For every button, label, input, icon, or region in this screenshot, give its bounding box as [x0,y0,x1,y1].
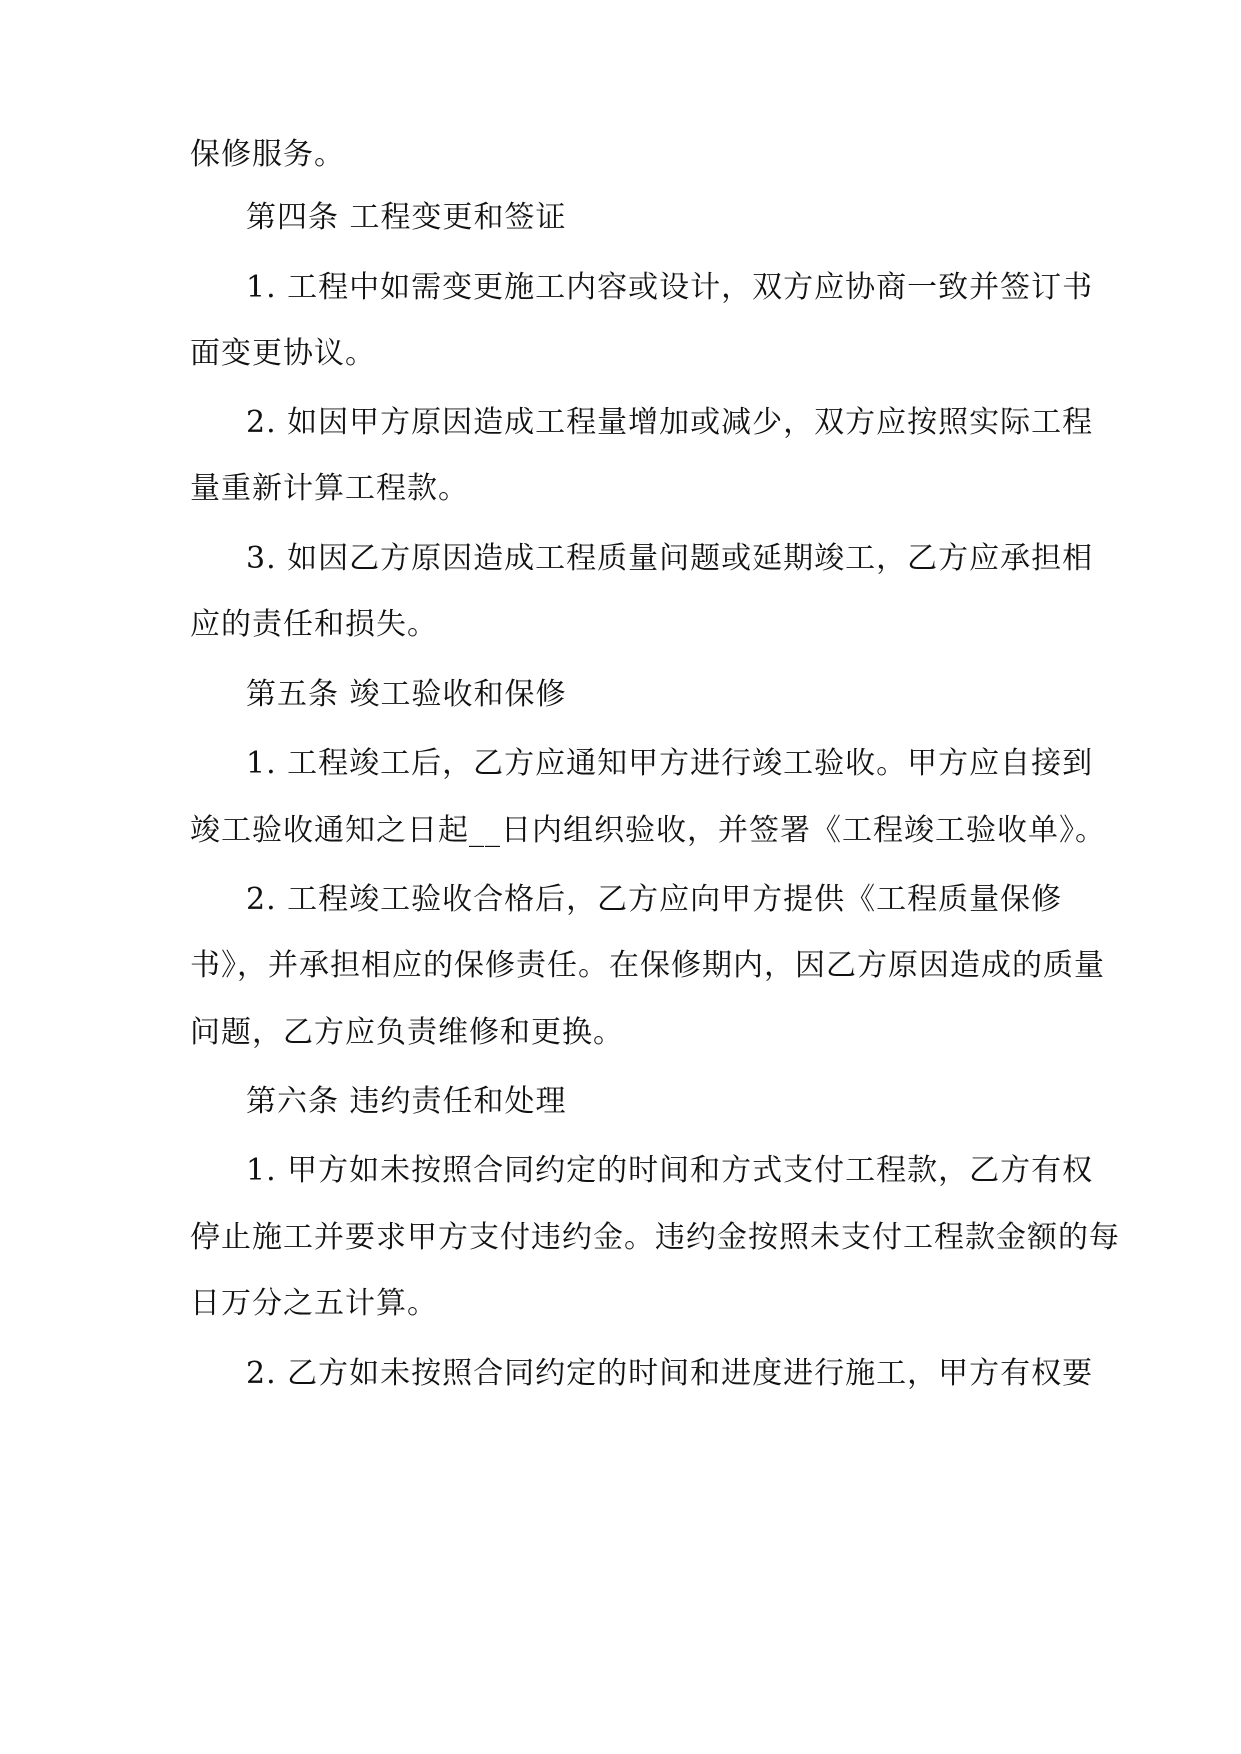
paragraph-line: 日万分之五计算。 [190,1286,438,1321]
paragraph-line: 竣工验收通知之日起__日内组织验收，并签署《工程竣工验收单》。 [190,813,1106,848]
paragraph-line: 应的责任和损失。 [190,607,438,642]
paragraph-line: 量重新计算工程款。 [190,471,469,506]
paragraph-line: 1. 工程中如需变更施工内容或设计，双方应协商一致并签订书 [246,270,1094,305]
paragraph-line: 保修服务。 [190,137,345,172]
paragraph-line: 停止施工并要求甲方支付违约金。违约金按照未支付工程款金额的每 [190,1220,1120,1255]
paragraph-line: 问题，乙方应负责维修和更换。 [190,1015,624,1050]
paragraph-line: 1. 甲方如未按照合同约定的时间和方式支付工程款，乙方有权 [246,1153,1094,1188]
paragraph-line: 书》，并承担相应的保修责任。在保修期内，因乙方原因造成的质量 [190,948,1105,983]
paragraph-line: 1. 工程竣工后，乙方应通知甲方进行竣工验收。甲方应自接到 [246,746,1094,781]
section-heading-6: 第六条 违约责任和处理 [246,1084,567,1119]
paragraph-line: 面变更协议。 [190,336,376,371]
paragraph-line: 2. 乙方如未按照合同约定的时间和进度进行施工，甲方有权要 [246,1356,1094,1391]
paragraph-line: 2. 工程竣工验收合格后，乙方应向甲方提供《工程质量保修 [246,882,1063,917]
paragraph-line: 2. 如因甲方原因造成工程量增加或减少，双方应按照实际工程 [246,405,1094,440]
section-heading-5: 第五条 竣工验收和保修 [246,677,567,712]
paragraph-line: 3. 如因乙方原因造成工程质量问题或延期竣工，乙方应承担相 [246,541,1094,576]
section-heading-4: 第四条 工程变更和签证 [246,200,567,235]
